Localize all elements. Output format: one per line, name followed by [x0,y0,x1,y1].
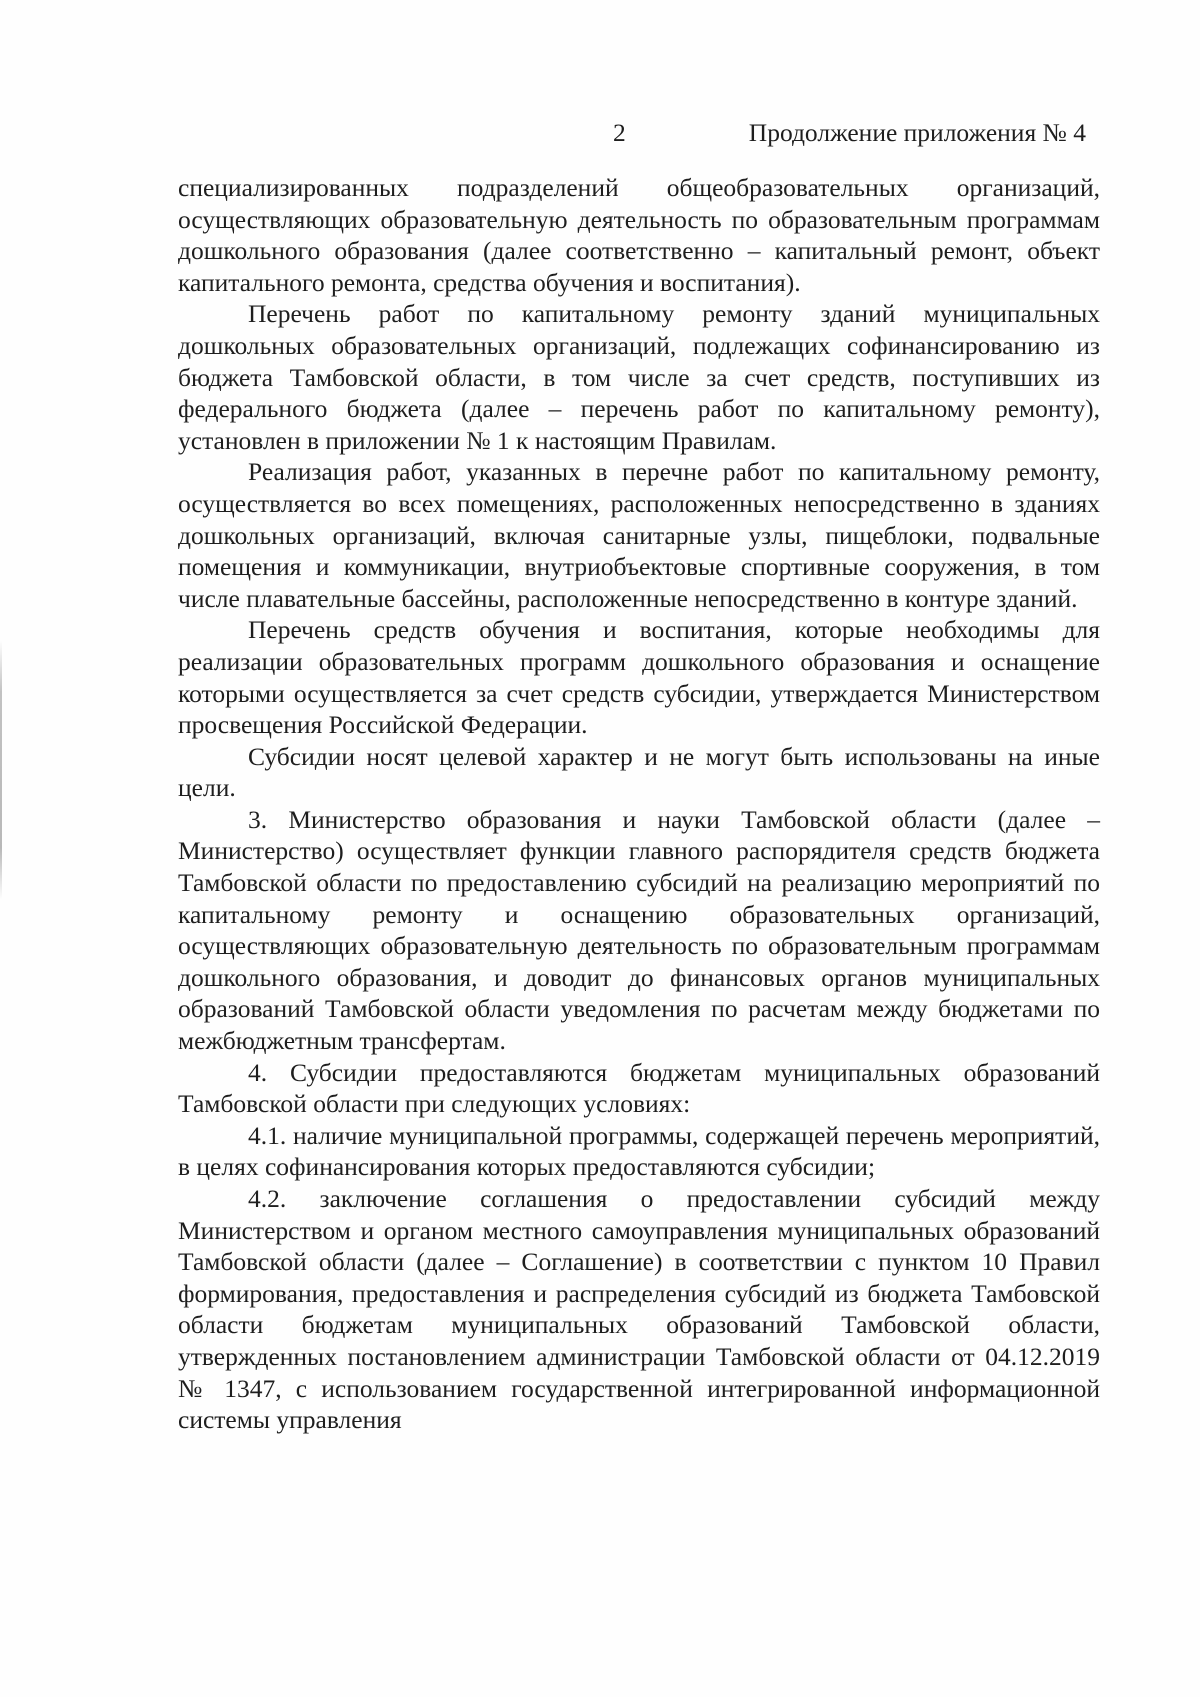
paragraph-clause-3: 3. Министерство образования и науки Тамбовской области (далее – Министерство) осуществляет функции главного распорядителя средств бюджета Тамбовской области по предоставлению субсидий на реализацию мероприятий по капитальному ремонту и оснащению образовательных организаций, осуществляющих образовательную деятельность по образовательным программам дошкольного образования, и доводит до финансовых органов муниципальных образований Тамбовской области уведомления по расчетам между бюджетами по межбюджетным трансфертам. [178,804,1100,1056]
paragraph-continued: специализированных подразделений общеобразовательных организаций, осуществляющих образовательную деятельность по образовательным программам дошкольного образования (далее соответственно – капитальный ремонт, объект капитального ремонта, средства обучения и воспитания). [178,173,1100,297]
paragraph-subsidy-purpose: Субсидии носят целевой характер и не могут быть использованы на иные цели. [178,741,1100,803]
paragraph-training-means: Перечень средств обучения и воспитания, которые необходимы для реализации образовательных программ дошкольного образования и оснащение которыми осуществляется за счет средств субсидии, утверждается Министерством просвещения Российской Федерации. [178,615,1100,740]
appendix-continuation-note: Продолжение приложения № 4 [748,118,1086,147]
paragraph-clause-4: 4. Субсидии предоставляются бюджетам муниципальных образований Тамбовской области при следующих условиях: [178,1057,1100,1119]
page-header [180,118,1100,158]
paragraph-repair-works-list: Перечень работ по капитальному ремонту зданий муниципальных дошкольных образовательных организаций, подлежащих софинансированию из бюджета Тамбовской области, в том числе за счет средств, поступивших из федерального бюджета (далее – перечень работ по капитальному ремонту), установлен в приложении № 1 к настоящим Правилам. [178,299,1100,455]
document-body [178,172,1100,1436]
scan-edge-mark [0,640,2,900]
paragraph-clause-4-1: 4.1. наличие муниципальной программы, содержащей перечень мероприятий, в целях софинансирования которых предоставляются субсидии; [178,1120,1100,1182]
paragraph-clause-4-2: 4.2. заключение соглашения о предоставлении субсидий между Министерством и органом местного самоуправления муниципальных образований Тамбовской области (далее – Соглашение) в соответствии с пунктом 10 Правил формирования, предоставления и распределения субсидий из бюджета Тамбовской области бюджетам муниципальных образований Тамбовской области, утвержденных постановлением администрации Тамбовской области от 04.12.2019 № 1347, с использованием государственной интегрированной информационной системы управления [178,1184,1100,1435]
page-number: 2 [613,118,626,147]
paragraph-works-implementation: Реализация работ, указанных в перечне работ по капитальному ремонту, осуществляется во всех помещениях, расположенных непосредственно в зданиях дошкольных организаций, включая санитарные узлы, пищеблоки, подвальные помещения и коммуникации, внутриобъектовые спортивные сооружения, в том числе плавательные бассейны, расположенные непосредственно в контуре зданий. [178,457,1100,613]
